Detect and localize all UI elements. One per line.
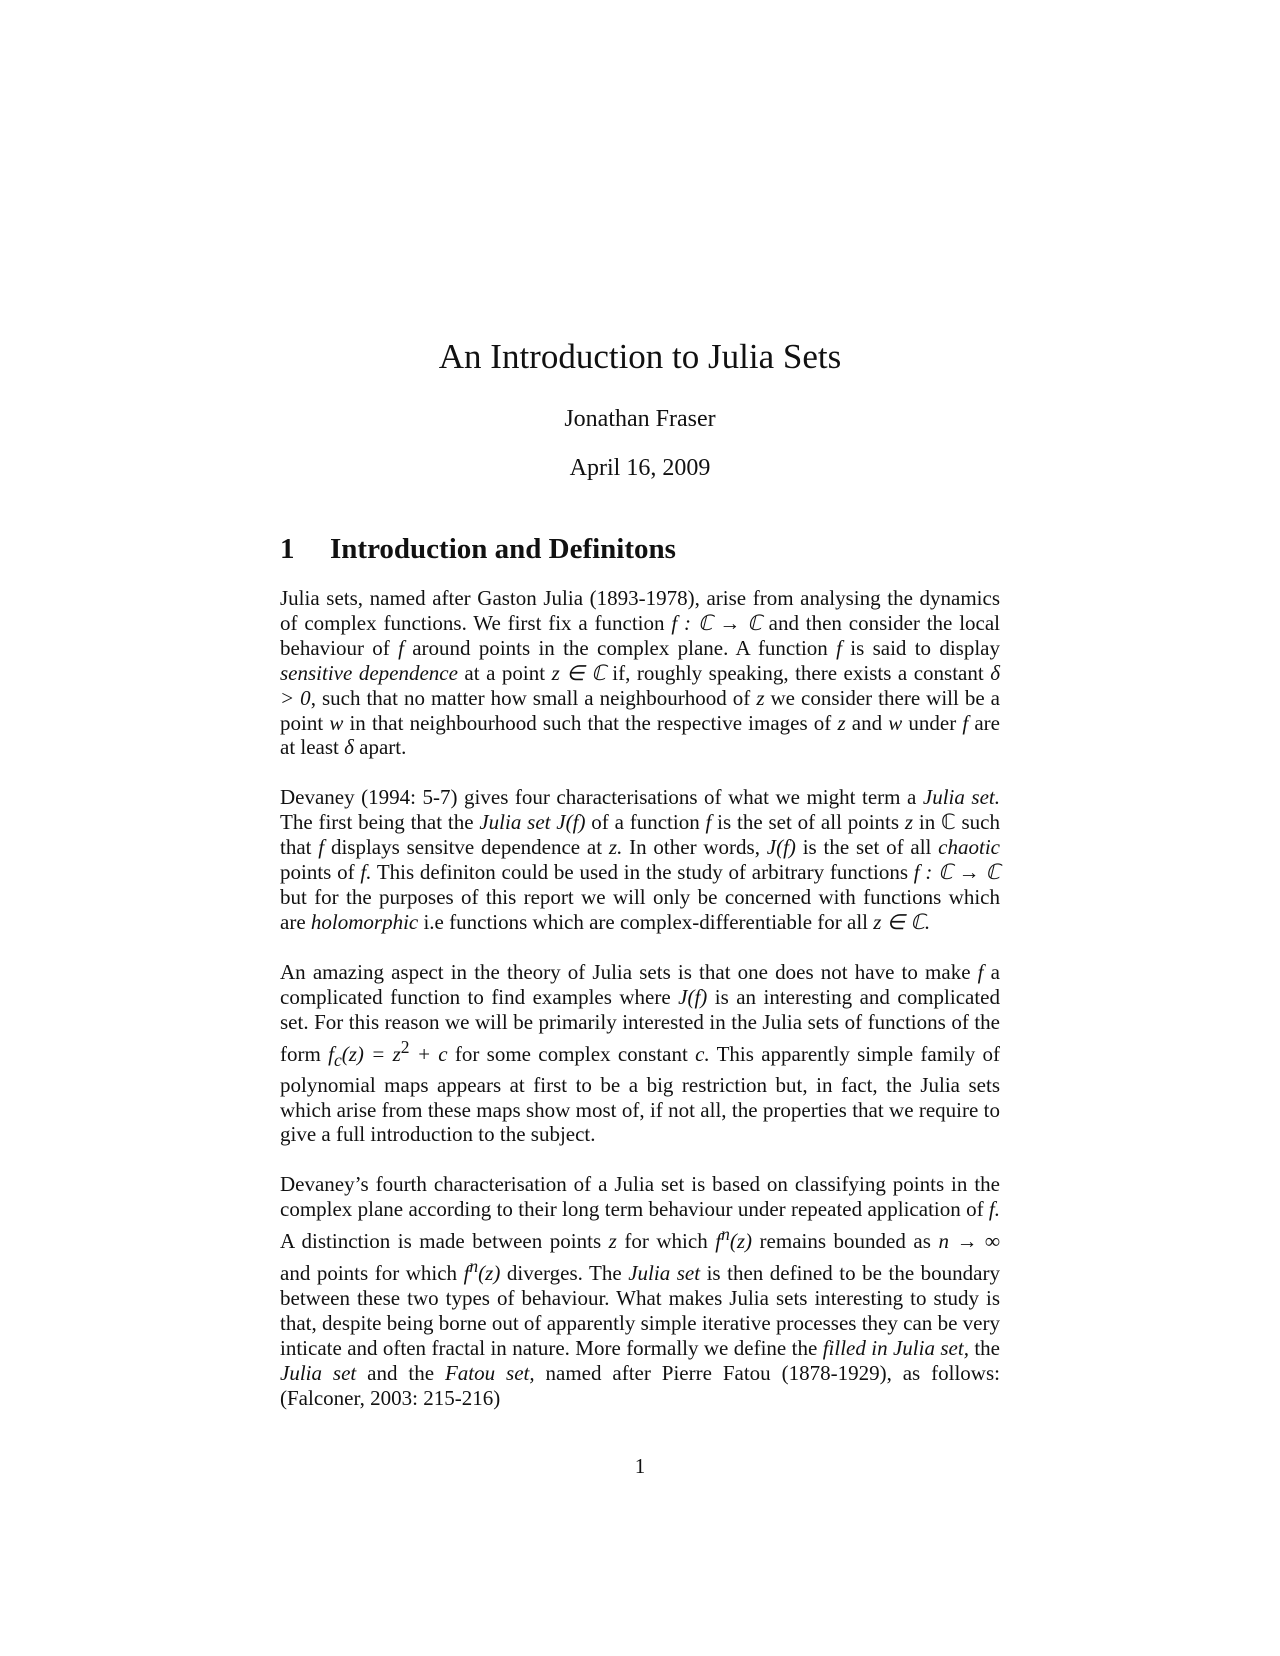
- text-run: This definiton could be used in the study of arbitrary functions: [371, 860, 914, 885]
- text-run: if, roughly speaking, there exists a constant: [605, 660, 991, 685]
- text-run: is the set of all points: [711, 810, 905, 835]
- text-run: under: [902, 710, 963, 735]
- text-run: for some complex constant: [447, 1041, 696, 1066]
- math-run: f : ℂ → ℂ: [913, 860, 1000, 885]
- math-superscript: n: [721, 1224, 730, 1245]
- math-subscript: c: [333, 1049, 342, 1070]
- text-run: and points for which: [280, 1261, 464, 1286]
- math-run: δ: [344, 735, 354, 760]
- section-body: [280, 586, 1000, 1435]
- text-run: in ℂ such that: [280, 810, 1000, 860]
- text-run: An amazing aspect in the theory of Julia sets is that one does not have to make: [280, 959, 978, 984]
- section-heading: [280, 533, 676, 566]
- text-run: and the: [356, 1360, 445, 1385]
- text-run: we consider there will be a point: [280, 685, 1000, 735]
- text-run: points of: [280, 860, 361, 885]
- page-number: 1: [634, 1454, 646, 1478]
- paragraph-3: [280, 960, 1000, 1148]
- section-number: 1: [280, 533, 295, 565]
- math-run: f: [705, 810, 712, 835]
- math-run: J(f): [766, 835, 796, 860]
- text-run: diverges. The: [500, 1261, 629, 1286]
- math-run: z: [756, 685, 765, 710]
- text-run: a complicated function to find examples where: [280, 959, 1000, 1009]
- emphasis-run: Julia set: [628, 1261, 701, 1286]
- math-run: z: [904, 810, 914, 835]
- text-run: in that neighbourhood such that the respective images of: [343, 710, 838, 735]
- emphasis-run: chaotic: [938, 835, 1000, 860]
- math-run: f: [463, 1261, 470, 1286]
- math-run: + c: [409, 1041, 448, 1066]
- text-run: for which: [616, 1229, 716, 1254]
- text-run: is the set of all: [795, 835, 939, 860]
- text-run: displays sensitve dependence at: [324, 835, 609, 860]
- paragraph-1: [280, 586, 1000, 760]
- text-run: named after Pierre Fatou (1878-1929), as follows: (Falconer, 2003: 215-216): [280, 1360, 1000, 1410]
- emphasis-run: Julia set J(f): [479, 810, 586, 835]
- math-run: z ∈ ℂ: [551, 660, 606, 685]
- text-run: but for the purposes of this report we will only be concerned with functions which are: [280, 884, 1000, 934]
- text-run: is an interesting and complicated set. For this reason we will be primarily interested in the Julia sets of functions of the form: [280, 984, 1000, 1066]
- text-run: of a function: [585, 810, 706, 835]
- math-run: f: [836, 635, 842, 660]
- math-superscript: n: [469, 1256, 479, 1277]
- text-run: apart.: [353, 735, 407, 760]
- emphasis-run: Julia set: [280, 1360, 357, 1385]
- math-run: n → ∞: [938, 1229, 1000, 1254]
- paper-title: An Introduction to Julia Sets: [438, 337, 842, 376]
- math-run: w: [888, 710, 903, 735]
- paragraph-4: [280, 1172, 1000, 1410]
- math-run: J(f): [678, 984, 708, 1009]
- text-run: remains bounded as: [752, 1229, 939, 1254]
- math-run: z.: [608, 835, 623, 860]
- math-run: f : ℂ → ℂ: [671, 610, 762, 635]
- text-run: Devaney (1994: 5-7) gives four characterisations of what we might term a: [280, 785, 923, 810]
- text-run: In other words,: [622, 835, 767, 860]
- emphasis-run: Fatou set,: [444, 1360, 535, 1385]
- paragraph-2: [280, 785, 1000, 934]
- emphasis-run: sensitive dependence: [280, 660, 458, 685]
- paper-author: Jonathan Fraser: [564, 406, 716, 432]
- math-run: δ > 0: [280, 660, 1000, 710]
- text-run: at a point: [457, 660, 552, 685]
- math-run: (z): [478, 1261, 501, 1286]
- text-run: Devaney’s fourth characterisation of a Julia set is based on classifying points in the complex plane according to their long term behaviour under repeated application of: [280, 1172, 1000, 1222]
- math-run: z ∈ ℂ.: [873, 909, 931, 934]
- math-run: z: [837, 710, 846, 735]
- math-run: f: [977, 959, 984, 984]
- text-run: and then consider the local behaviour of: [280, 610, 1000, 660]
- text-run: is then defined to be the boundary between these two types of behaviour. What makes Julia sets interesting to study is that, despite being borne out of apparently simple iterative processes they can be very inticate and often fractal in nature. More formally we define the: [280, 1261, 1000, 1360]
- math-run: (z): [729, 1229, 753, 1254]
- math-run: f.: [360, 860, 372, 885]
- math-run: f: [318, 835, 325, 860]
- text-run: The first being that the: [280, 810, 480, 835]
- math-run: c.: [695, 1041, 710, 1066]
- text-run: are at least: [280, 710, 1000, 760]
- math-run: (z) = z: [341, 1041, 401, 1066]
- text-run: and: [845, 710, 889, 735]
- math-run: f: [715, 1229, 722, 1254]
- text-run: Julia sets, named after Gaston Julia (1893-1978), arise from analysing the dynamics of complex functions. We first fix a function: [280, 586, 1000, 635]
- text-run: This apparently simple family of polynomial maps appears at first to be a big restriction but, in fact, the Julia sets which arise from these maps show most of, if not all, the properties that we require to give a full introduction to the subject.: [280, 1041, 1000, 1147]
- math-superscript: 2: [400, 1036, 410, 1057]
- text-run: around points in the complex plane. A function: [403, 635, 837, 660]
- emphasis-run: Julia set.: [922, 785, 1000, 810]
- text-run: the: [968, 1335, 1001, 1360]
- math-run: f: [398, 635, 404, 660]
- math-run: w: [329, 710, 344, 735]
- text-run: A distinction is made between points: [280, 1229, 609, 1254]
- math-run: f: [328, 1041, 334, 1066]
- paper-date: April 16, 2009: [569, 455, 711, 481]
- text-run: is said to display: [841, 635, 1000, 660]
- math-run: f: [962, 710, 969, 735]
- text-run: i.e functions which are complex-differentiable for all: [418, 909, 874, 934]
- math-run: z: [608, 1229, 617, 1254]
- emphasis-run: filled in Julia set,: [822, 1335, 969, 1360]
- emphasis-run: holomorphic: [310, 909, 419, 934]
- text-run: , such that no matter how small a neighbourhood of: [310, 685, 757, 710]
- math-run: f.: [988, 1197, 1000, 1222]
- section-title: Introduction and Definitons: [330, 533, 676, 565]
